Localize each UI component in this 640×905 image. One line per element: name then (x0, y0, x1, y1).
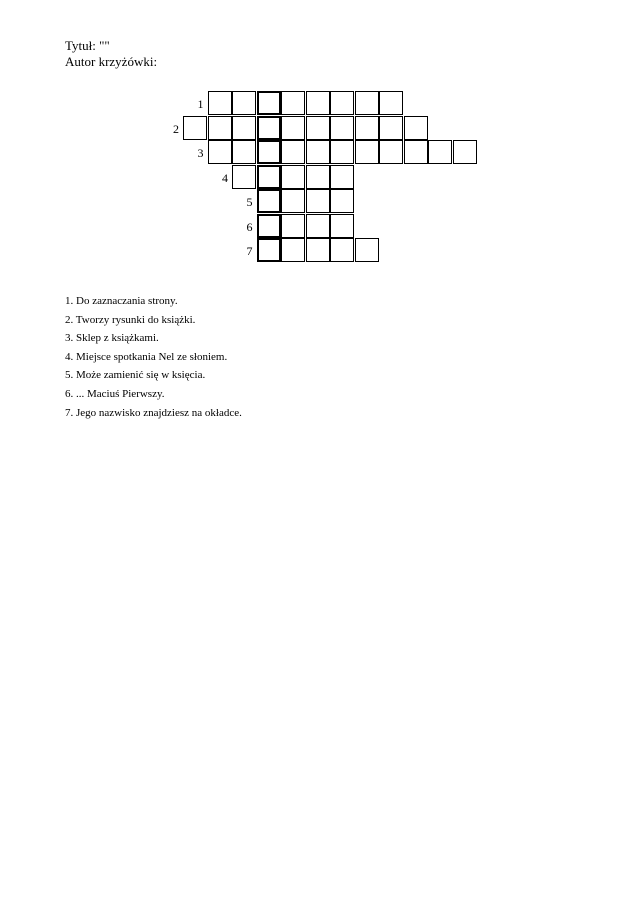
crossword-cell[interactable] (281, 91, 305, 115)
crossword-grid (0, 0, 640, 300)
crossword-cell[interactable] (306, 238, 330, 262)
crossword-cell[interactable] (330, 214, 354, 238)
row-number-3: 3 (197, 146, 204, 160)
crossword-cell[interactable] (404, 116, 428, 140)
crossword-cell[interactable] (281, 140, 305, 164)
crossword-cell[interactable] (208, 140, 232, 164)
crossword-cell[interactable] (232, 91, 256, 115)
crossword-cell[interactable] (306, 140, 330, 164)
crossword-cell[interactable] (208, 91, 232, 115)
title-line: Tytuł: "" (65, 38, 110, 53)
crossword-cell[interactable] (330, 140, 354, 164)
crossword-cell[interactable] (404, 140, 428, 164)
row-number-7: 7 (246, 244, 253, 258)
crossword-cell[interactable] (355, 140, 379, 164)
crossword-cell[interactable] (232, 116, 256, 140)
crossword-cell[interactable] (306, 116, 330, 140)
password-cell[interactable] (257, 91, 281, 115)
password-cell[interactable] (257, 238, 281, 262)
password-cell[interactable] (257, 165, 281, 189)
crossword-cell[interactable] (281, 116, 305, 140)
password-cell[interactable] (257, 116, 281, 140)
crossword-cell[interactable] (306, 165, 330, 189)
clue-item: 2. Tworzy rysunki do książki. (65, 313, 196, 326)
crossword-cell[interactable] (355, 91, 379, 115)
crossword-cell[interactable] (330, 238, 354, 262)
crossword-cell[interactable] (330, 116, 354, 140)
crossword-cell[interactable] (281, 165, 305, 189)
crossword-cell[interactable] (453, 140, 477, 164)
password-cell[interactable] (257, 140, 281, 164)
crossword-cell[interactable] (306, 91, 330, 115)
clue-list (65, 292, 242, 422)
clue-item: 5. Może zamienić się w księcia. (65, 369, 206, 382)
password-cell[interactable] (257, 214, 281, 238)
crossword-cell[interactable] (232, 140, 256, 164)
crossword-cell[interactable] (208, 116, 232, 140)
row-number-2: 2 (173, 121, 179, 136)
crossword-cell[interactable] (330, 165, 354, 189)
crossword-cell[interactable] (306, 189, 330, 213)
crossword-cell[interactable] (281, 189, 305, 213)
crossword-cell[interactable] (232, 165, 256, 189)
clue-item: 4. Miejsce spotkania Nel ze słoniem. (65, 350, 228, 363)
crossword-cell[interactable] (428, 140, 452, 164)
row-number-6: 6 (246, 219, 253, 234)
clue-item: 7. Jego nazwisko znajdziesz na okładce. (65, 406, 242, 419)
password-cell[interactable] (257, 189, 281, 213)
crossword-cell[interactable] (306, 214, 330, 238)
crossword-cell[interactable] (355, 116, 379, 140)
clue-item: 1. Do zaznaczania strony. (65, 295, 178, 307)
row-number-4: 4 (222, 170, 228, 185)
author-line: Autor krzyżówki: (65, 54, 158, 69)
crossword-cell[interactable] (355, 238, 379, 262)
crossword-cell[interactable] (330, 189, 354, 213)
clue-item: 6. ... Maciuś Pierwszy. (65, 387, 165, 400)
row-number-5: 5 (246, 195, 253, 209)
row-number-1: 1 (197, 97, 204, 111)
crossword-cell[interactable] (330, 91, 354, 115)
crossword-cell[interactable] (379, 140, 403, 164)
crossword-cell[interactable] (379, 91, 403, 115)
crossword-cell[interactable] (379, 116, 403, 140)
crossword-cell[interactable] (281, 214, 305, 238)
crossword-cell[interactable] (183, 116, 207, 140)
crossword-cell[interactable] (281, 238, 305, 262)
clue-item: 3. Sklep z książkami. (65, 332, 159, 345)
